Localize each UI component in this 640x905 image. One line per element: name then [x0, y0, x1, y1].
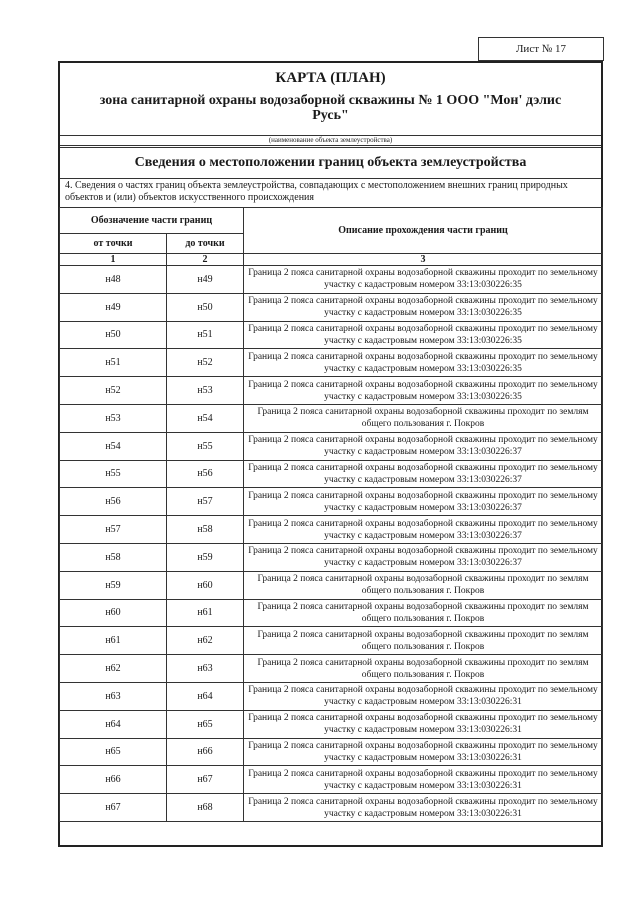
- document-subtitle: зона санитарной охраны водозаборной скважины № 1 ООО "Мон' дэлис Русь": [99, 93, 562, 123]
- row-description: Граница 2 пояса санитарной охраны водозаборной скважины проходит по земельному участку с кадастровым номером 33:13:030226:37: [244, 488, 603, 516]
- table-row: [60, 293, 603, 321]
- table-row: [60, 682, 603, 710]
- table-row: [60, 627, 603, 655]
- intro-text: 4. Сведения о частях границ объекта землеустройства, совпадающих с местоположением внешних границ природных объектов и (или) объектов искусственного происхождения: [65, 180, 568, 203]
- section-title: Сведения о местоположении границ объекта землеустройства: [60, 147, 601, 179]
- point-to: н62: [167, 627, 244, 655]
- point-from: н53: [60, 404, 167, 432]
- row-description: Граница 2 пояса санитарной охраны водозаборной скважины проходит по земельному участку с кадастровым номером 33:13:030226:35: [244, 349, 603, 377]
- header-num-1: 1: [60, 254, 167, 266]
- row-description: Граница 2 пояса санитарной охраны водозаборной скважины проходит по землям общего пользования г. Покров: [244, 627, 603, 655]
- header-num-2: 2: [167, 254, 244, 266]
- header-description: Описание прохождения части границ: [244, 208, 603, 254]
- point-from: н50: [60, 321, 167, 349]
- point-from: н64: [60, 710, 167, 738]
- point-to: н55: [167, 432, 244, 460]
- point-to: н57: [167, 488, 244, 516]
- point-from: н66: [60, 766, 167, 794]
- point-to: н51: [167, 321, 244, 349]
- point-from: н60: [60, 599, 167, 627]
- point-to: н50: [167, 293, 244, 321]
- row-description: Граница 2 пояса санитарной охраны водозаборной скважины проходит по земельному участку с кадастровым номером 33:13:030226:31: [244, 794, 603, 822]
- point-to: н58: [167, 516, 244, 544]
- table-row: [60, 404, 603, 432]
- point-to: н60: [167, 571, 244, 599]
- table-row: [60, 377, 603, 405]
- table-row: [60, 794, 603, 822]
- table-row: [60, 266, 603, 294]
- header-from: от точки: [60, 234, 167, 254]
- table-row: [60, 460, 603, 488]
- row-description: Граница 2 пояса санитарной охраны водозаборной скважины проходит по землям общего пользования г. Покров: [244, 655, 603, 683]
- point-from: н63: [60, 682, 167, 710]
- document-frame: [58, 61, 603, 847]
- table-row: [60, 766, 603, 794]
- title-area: [60, 63, 601, 136]
- row-description: Граница 2 пояса санитарной охраны водозаборной скважины проходит по землям общего пользования г. Покров: [244, 599, 603, 627]
- row-description: Граница 2 пояса санитарной охраны водозаборной скважины проходит по земельному участку с кадастровым номером 33:13:030226:31: [244, 766, 603, 794]
- boundary-table: [59, 207, 603, 822]
- point-to: н53: [167, 377, 244, 405]
- point-to: н61: [167, 599, 244, 627]
- point-from: н56: [60, 488, 167, 516]
- table-row: [60, 488, 603, 516]
- header-group: Обозначение части границ: [60, 208, 244, 234]
- row-description: Граница 2 пояса санитарной охраны водозаборной скважины проходит по земельному участку с кадастровым номером 33:13:030226:31: [244, 738, 603, 766]
- row-description: Граница 2 пояса санитарной охраны водозаборной скважины проходит по земельному участку с кадастровым номером 33:13:030226:37: [244, 543, 603, 571]
- row-description: Граница 2 пояса санитарной охраны водозаборной скважины проходит по земельному участку с кадастровым номером 33:13:030226:31: [244, 710, 603, 738]
- point-from: н54: [60, 432, 167, 460]
- row-description: Граница 2 пояса санитарной охраны водозаборной скважины проходит по земельному участку с кадастровым номером 33:13:030226:31: [244, 682, 603, 710]
- point-from: н65: [60, 738, 167, 766]
- row-description: Граница 2 пояса санитарной охраны водозаборной скважины проходит по земельному участку с кадастровым номером 33:13:030226:35: [244, 377, 603, 405]
- point-to: н68: [167, 794, 244, 822]
- sheet-number: Лист № 17: [478, 37, 604, 61]
- point-from: н59: [60, 571, 167, 599]
- point-to: н54: [167, 404, 244, 432]
- table-row: [60, 571, 603, 599]
- point-to: н64: [167, 682, 244, 710]
- point-from: н52: [60, 377, 167, 405]
- table-body: [60, 266, 603, 822]
- row-description: Граница 2 пояса санитарной охраны водозаборной скважины проходит по земельному участку с кадастровым номером 33:13:030226:37: [244, 460, 603, 488]
- table-row: [60, 349, 603, 377]
- point-from: н62: [60, 655, 167, 683]
- point-to: н59: [167, 543, 244, 571]
- row-description: Граница 2 пояса санитарной охраны водозаборной скважины проходит по землям общего пользования г. Покров: [244, 571, 603, 599]
- row-description: Граница 2 пояса санитарной охраны водозаборной скважины проходит по земельному участку с кадастровым номером 33:13:030226:35: [244, 321, 603, 349]
- row-description: Граница 2 пояса санитарной охраны водозаборной скважины проходит по земельному участку с кадастровым номером 33:13:030226:35: [244, 293, 603, 321]
- point-from: н55: [60, 460, 167, 488]
- point-to: н63: [167, 655, 244, 683]
- object-caption: (наименование объекта землеустройства): [60, 135, 601, 146]
- point-to: н67: [167, 766, 244, 794]
- point-to: н52: [167, 349, 244, 377]
- table-row: [60, 432, 603, 460]
- point-from: н48: [60, 266, 167, 294]
- document-title: КАРТА (ПЛАН): [275, 70, 386, 86]
- table-row: [60, 321, 603, 349]
- point-to: н56: [167, 460, 244, 488]
- point-from: н49: [60, 293, 167, 321]
- row-description: Граница 2 пояса санитарной охраны водозаборной скважины проходит по земельному участку с кадастровым номером 33:13:030226:37: [244, 432, 603, 460]
- point-from: н51: [60, 349, 167, 377]
- table-row: [60, 599, 603, 627]
- point-from: н67: [60, 794, 167, 822]
- header-num-3: 3: [244, 254, 603, 266]
- point-from: н61: [60, 627, 167, 655]
- table-row: [60, 516, 603, 544]
- table-row: [60, 543, 603, 571]
- header-to: до точки: [167, 234, 244, 254]
- point-to: н66: [167, 738, 244, 766]
- point-from: н57: [60, 516, 167, 544]
- table-row: [60, 710, 603, 738]
- table-row: [60, 738, 603, 766]
- point-to: н65: [167, 710, 244, 738]
- point-to: н49: [167, 266, 244, 294]
- row-description: Граница 2 пояса санитарной охраны водозаборной скважины проходит по землям общего пользования г. Покров: [244, 404, 603, 432]
- table-row: [60, 655, 603, 683]
- row-description: Граница 2 пояса санитарной охраны водозаборной скважины проходит по земельному участку с кадастровым номером 33:13:030226:35: [244, 266, 603, 294]
- row-description: Граница 2 пояса санитарной охраны водозаборной скважины проходит по земельному участку с кадастровым номером 33:13:030226:37: [244, 516, 603, 544]
- point-from: н58: [60, 543, 167, 571]
